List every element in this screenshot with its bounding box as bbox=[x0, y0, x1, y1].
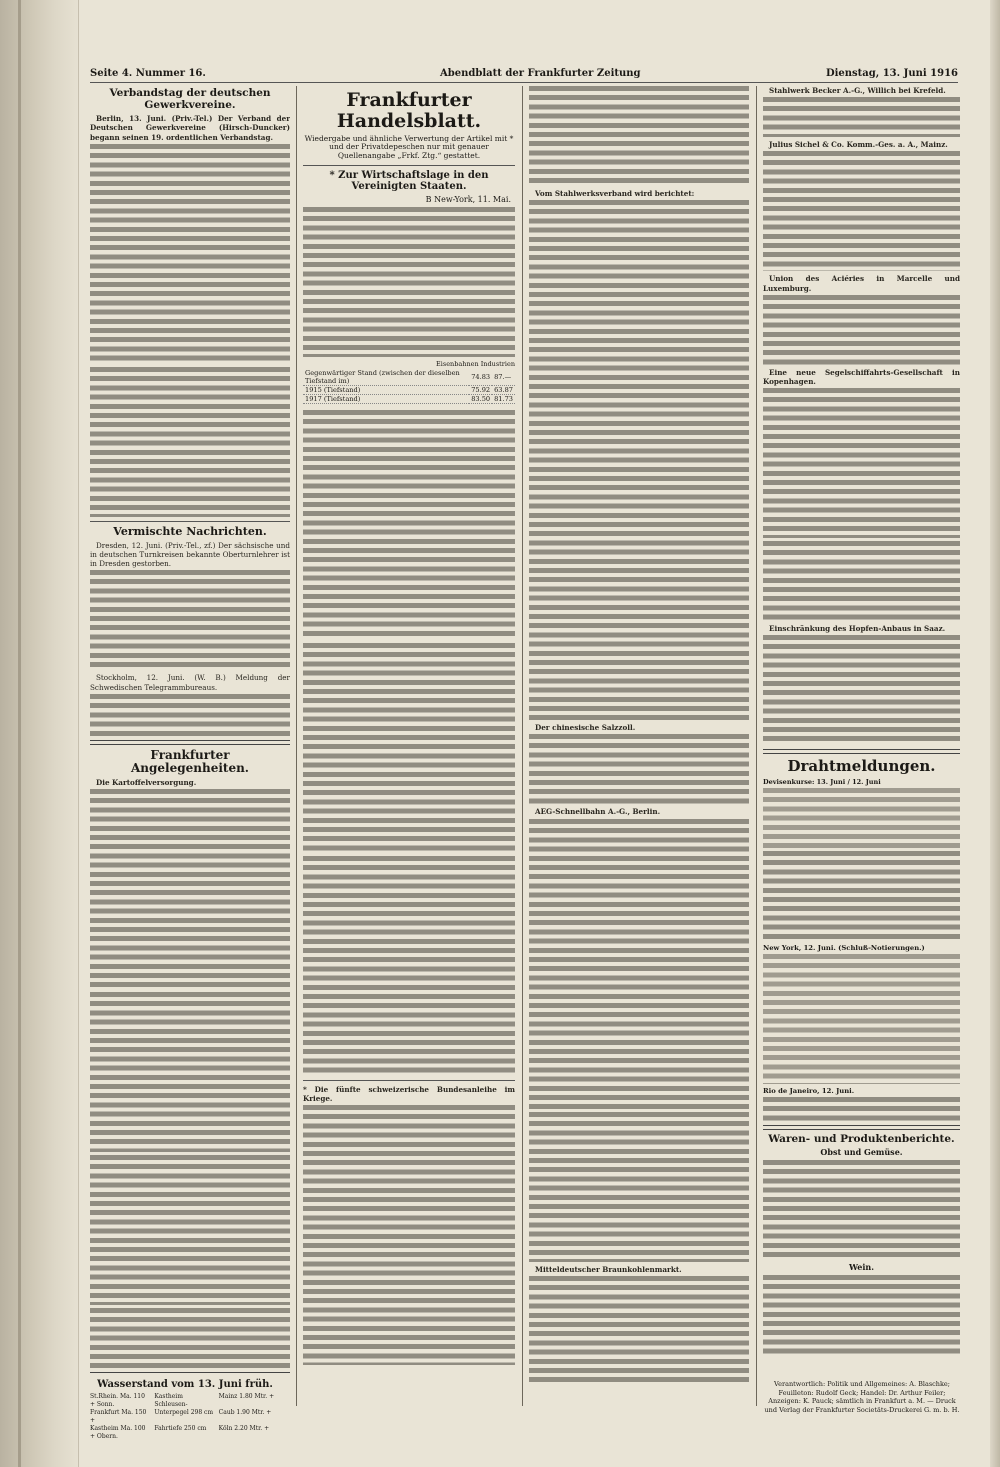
article-text bbox=[90, 694, 290, 736]
page-edge bbox=[990, 0, 1000, 1467]
article-text bbox=[763, 151, 960, 271]
article-lead: Stockholm, 12. Juni. (W. B.) Meldung der Schwedischen Telegrammbureaus. bbox=[90, 673, 290, 692]
article-lead: Eine neue Segelschiffahrts-Gesellschaft in Kopenhagen. bbox=[763, 367, 960, 387]
water-cell: Frankfurt Ma. 150 + bbox=[90, 1409, 147, 1424]
article-text bbox=[529, 819, 749, 1109]
column-rule bbox=[296, 86, 297, 1406]
divider bbox=[90, 521, 290, 522]
table-cell: 1915 (Tiefstand) bbox=[303, 385, 469, 394]
article-text bbox=[90, 144, 290, 364]
issue-date: Dienstag, 13. Juni 1916 bbox=[825, 68, 958, 79]
section-heading: Verbandstag der deutschen Gewerkvereine. bbox=[109, 87, 271, 111]
section-heading: Frankfurter Angelegenheiten. bbox=[130, 747, 249, 775]
divider bbox=[90, 1372, 290, 1376]
water-cell: Köln 2.20 Mtr. + bbox=[218, 1425, 270, 1432]
divider bbox=[763, 749, 960, 754]
column-rule bbox=[756, 86, 757, 1406]
water-cell: St.Rhein. Ma. 110 + Sonn. bbox=[90, 1393, 145, 1408]
article-lead: Union des Aciéries in Marcelle und Luxemburg. bbox=[763, 274, 960, 293]
section-heading: Drahtmeldungen. bbox=[787, 757, 936, 776]
article-text bbox=[303, 410, 515, 640]
article-lead: AEG-Schnellbahn A.-G., Berlin. bbox=[535, 807, 661, 817]
index-table bbox=[303, 369, 515, 404]
table-row bbox=[303, 385, 515, 394]
article-lead: Dresden, 12. Juni. (Priv.-Tel., zf.) Der sächsische und in deutschen Turnkreisen bekannte Oberturnlehrer ist in Dresden gestorben. bbox=[90, 540, 290, 569]
divider bbox=[763, 1125, 960, 1130]
water-cell: Kastheim Schleusen- bbox=[154, 1393, 188, 1408]
table-cell: Gegenwärtiger Stand (zwischen der dieselben Tiefstand im) bbox=[303, 369, 469, 386]
page-label: Seite 4. Nummer 16. bbox=[90, 68, 206, 79]
market-table bbox=[763, 954, 960, 1084]
subsection-heading: Obst und Gemüse. bbox=[820, 1147, 903, 1158]
article-title: * Zur Wirtschaftslage in den Vereinigten Staaten. bbox=[329, 169, 489, 192]
article-text bbox=[529, 86, 749, 186]
water-level-table bbox=[90, 1393, 280, 1441]
article-text bbox=[763, 295, 960, 365]
article-text bbox=[90, 367, 290, 517]
article-lead: Julius Sichel & Co. Komm.-Ges. a. A., Mainz. bbox=[769, 140, 948, 150]
table-cell: 75.92 bbox=[471, 385, 491, 394]
article-text bbox=[303, 1105, 515, 1365]
table-cell: 1917 (Tiefstand) bbox=[303, 394, 469, 403]
column-1 bbox=[90, 86, 290, 1376]
section-masthead: Frankfurter Handelsblatt. bbox=[336, 89, 482, 132]
article-lead: Vom Stahlwerksverband wird berichtet: bbox=[535, 189, 695, 198]
article-text bbox=[763, 1275, 960, 1355]
page-header bbox=[90, 68, 958, 83]
divider bbox=[303, 165, 515, 166]
article-text bbox=[763, 1160, 960, 1260]
article-text bbox=[763, 388, 960, 538]
rio-heading: Rio de Janeiro, 12. Juni. bbox=[763, 1086, 855, 1095]
section-heading: Waren- und Produktenberichte. bbox=[768, 1132, 955, 1145]
book-binding bbox=[0, 0, 79, 1467]
reprint-note: Wiedergabe und ähnliche Verwertung der Artikel mit * und der Privatdepeschen nur mit genauer Quellenangabe „Frkf. Ztg.“ gestattet. bbox=[304, 133, 514, 161]
water-cell: Fahrtiefe 250 cm bbox=[154, 1425, 207, 1432]
water-cell: Unterpegel 298 cm bbox=[154, 1409, 214, 1416]
table-row bbox=[303, 394, 515, 403]
masthead: Abendblatt der Frankfurter Zeitung bbox=[440, 68, 641, 79]
imprint: Verantwortlich: Politik und Allgemeines: A. Blaschke; Feuilleton: Rudolf Geck; Handel: Dr. Arthur Feiler; Anzeigen: K. Pauck; sämtlich in Frankfurt a. M. — Druck und Verlag der Frankfurter Societäts-Druckerei G. m. b. H. bbox=[764, 1380, 960, 1414]
table-row bbox=[303, 369, 515, 386]
section-heading: Vermischte Nachrichten. bbox=[113, 524, 267, 538]
article-text bbox=[529, 200, 749, 720]
dateline: B New-York, 11. Mai. bbox=[425, 194, 511, 204]
water-level-heading: Wasserstand vom 13. Juni früh. bbox=[97, 1379, 273, 1390]
table-cell: 81.73 bbox=[494, 394, 513, 403]
column-rule bbox=[522, 86, 523, 1406]
article-text bbox=[529, 1112, 749, 1262]
article-text bbox=[303, 643, 515, 853]
table-cell: 74.83 bbox=[469, 369, 492, 386]
subsection-heading: Wein. bbox=[848, 1262, 875, 1273]
table-cell: 83.50 bbox=[471, 394, 491, 403]
column-2 bbox=[303, 86, 515, 1406]
table-cell: 63.87 bbox=[494, 385, 513, 394]
article-lead: Der chinesische Salzzoll. bbox=[535, 723, 636, 733]
article-text bbox=[303, 856, 515, 1076]
article-text bbox=[90, 570, 290, 670]
article-text bbox=[763, 635, 960, 745]
market-header: Devisenkurse: 13. Juni / 12. Juni bbox=[763, 777, 881, 786]
article-text bbox=[763, 851, 960, 941]
divider bbox=[90, 740, 290, 745]
water-level-box bbox=[90, 1377, 280, 1441]
article-text bbox=[90, 1308, 290, 1368]
column-4 bbox=[763, 86, 960, 1376]
table-header: Eisenbahnen Industrien bbox=[436, 359, 515, 368]
article-text bbox=[763, 97, 960, 137]
market-table bbox=[763, 788, 960, 848]
article-text bbox=[90, 992, 290, 1152]
article-text bbox=[90, 789, 290, 989]
article-text bbox=[529, 734, 749, 804]
article-lead: * Die fünfte schweizerische Bundesanleihe im Kriege. bbox=[303, 1084, 515, 1103]
article-lead: Mitteldeutscher Braunkohlenmarkt. bbox=[535, 1264, 682, 1274]
column-3 bbox=[529, 86, 749, 1406]
article-text bbox=[90, 1155, 290, 1305]
article-text bbox=[303, 207, 515, 357]
water-cell: Kastheim Ma. 100 + Obern. bbox=[90, 1425, 146, 1440]
article-text bbox=[763, 1097, 960, 1121]
article-lead: Berlin, 13. Juni. (Priv.-Tel.) Der Verband der Deutschen Gewerkvereine (Hirsch-Duncker) begann seinen 19. ordentlichen Verbandstag. bbox=[90, 114, 290, 142]
article-text bbox=[763, 541, 960, 621]
article-lead: Die Kartoffelversorgung. bbox=[96, 778, 197, 788]
article-lead: Stahlwerk Becker A.-G., Willich bei Krefeld. bbox=[769, 86, 946, 95]
article-lead: Einschränkung des Hopfen-Anbaus in Saaz. bbox=[769, 624, 946, 634]
article-text bbox=[529, 1276, 749, 1386]
ny-heading: New York, 12. Juni. (Schluß-Notierungen.) bbox=[763, 943, 925, 952]
table-cell: 87.— bbox=[492, 369, 515, 386]
divider bbox=[303, 1080, 515, 1081]
water-cell: Mainz 1.80 Mtr. + bbox=[218, 1393, 275, 1400]
water-cell: Caub 1.90 Mtr. + bbox=[218, 1409, 272, 1416]
